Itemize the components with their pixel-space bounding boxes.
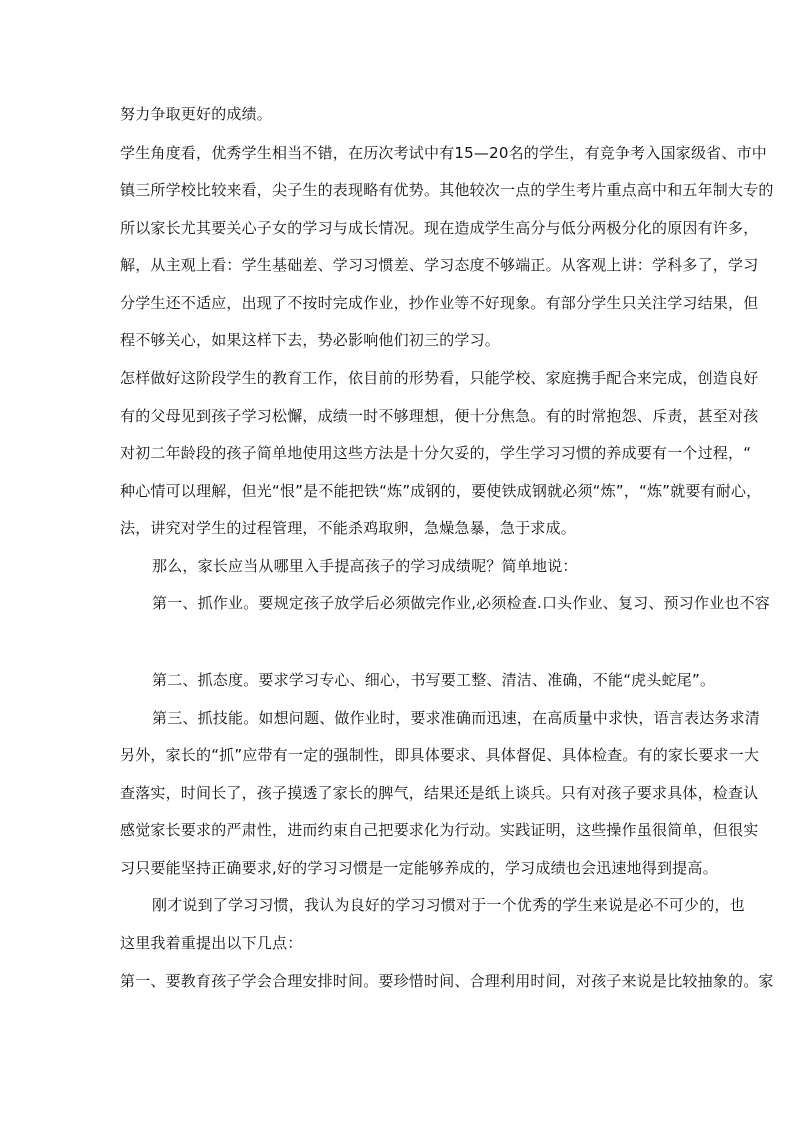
paragraph-line: 分学生还不适应，出现了不按时完成作业，抄作业等不好现象。有部分学生只关注学习结果，但 bbox=[120, 294, 759, 312]
paragraph-line: 法，讲究对学生的过程管理，不能杀鸡取卵，急燥急暴，急于求成。 bbox=[120, 519, 577, 537]
paragraph-line: 第一、要教育孩子学会合理安排时间。要珍惜时间、合理利用时间，对孩子来说是比较抽象的。家 bbox=[120, 972, 774, 990]
paragraph-line: 感觉家长要求的严肃性，进而约束自己把要求化为行动。实践证明，这些操作虽很简单，但很实 bbox=[120, 821, 759, 839]
paragraph-line: 有的父母见到孩子学习松懈，成绩一时不够理想，便十分焦急。有的时常抱怨、斥责，甚至对孩 bbox=[120, 407, 759, 425]
paragraph-line: 种心情可以理解，但光“恨”是不能把铁“炼”成钢的，要使铁成钢就必须“炼”，“炼”就要有耐心， bbox=[120, 482, 762, 500]
paragraph-line: 学生角度看，优秀学生相当不错，在历次考试中有15—20名的学生，有竞争考入国家级省、市中 bbox=[120, 144, 767, 162]
paragraph-line: 镇三所学校比较来看，尖子生的表现略有优势。其他较次一点的学生考片重点高中和五年制大专的 bbox=[120, 181, 774, 199]
paragraph-line: 那么，家长应当从哪里入手提高孩子的学习成绩呢？简单地说： bbox=[152, 557, 578, 575]
paragraph-line: 刚才说到了学习习惯，我认为良好的学习习惯对于一个优秀的学生来说是必不可少的，也 bbox=[152, 896, 745, 914]
paragraph-line: 习只要能坚持正确要求,好的学习习惯是一定能够养成的，学习成绩也会迅速地得到提高。 bbox=[120, 859, 718, 877]
paragraph-line: 对初二年龄段的孩子简单地使用这些方法是十分欠妥的，学生学习习惯的养成要有一个过程，“ bbox=[120, 444, 752, 462]
paragraph-line: 查落实，时间长了，孩子摸透了家长的脾气，结果还是纸上谈兵。只有对孩子要求具体，检查认 bbox=[120, 784, 759, 802]
paragraph-line: 另外，家长的“抓”应带有一定的强制性，即具体要求、具体督促、具体检查。有的家长要求一大 bbox=[120, 746, 760, 764]
paragraph-line: 第一、抓作业。要规定孩子放学后必须做完作业,必须检查.口头作业、复习、预习作业也不容 bbox=[152, 594, 770, 612]
paragraph-line: 怎样做好这阶段学生的教育工作，依目前的形势看，只能学校、家庭携手配合来完成，创造良好 bbox=[120, 369, 759, 387]
paragraph-line: 解，从主观上看：学生基础差、学习习惯差、学习态度不够端正。从客观上讲：学科多了，学习 bbox=[120, 256, 759, 274]
paragraph-line: 所以家长尤其要关心子女的学习与成长情况。现在造成学生高分与低分两极分化的原因有许多， bbox=[120, 219, 759, 237]
paragraph-line: 努力争取更好的成绩。 bbox=[120, 105, 273, 123]
paragraph-line: 第二、抓态度。要求学习专心、细心，书写要工整、清洁、准确，不能“虎头蛇尾”。 bbox=[152, 671, 716, 689]
paragraph-line: 程不够关心，如果这样下去，势必影响他们初三的学习。 bbox=[120, 331, 501, 349]
paragraph-line: 这里我着重提出以下几点： bbox=[120, 934, 303, 952]
paragraph-line: 第三、抓技能。如想问题、做作业时，要求准确而迅速，在高质量中求快，语言表达务求清 bbox=[152, 709, 761, 727]
